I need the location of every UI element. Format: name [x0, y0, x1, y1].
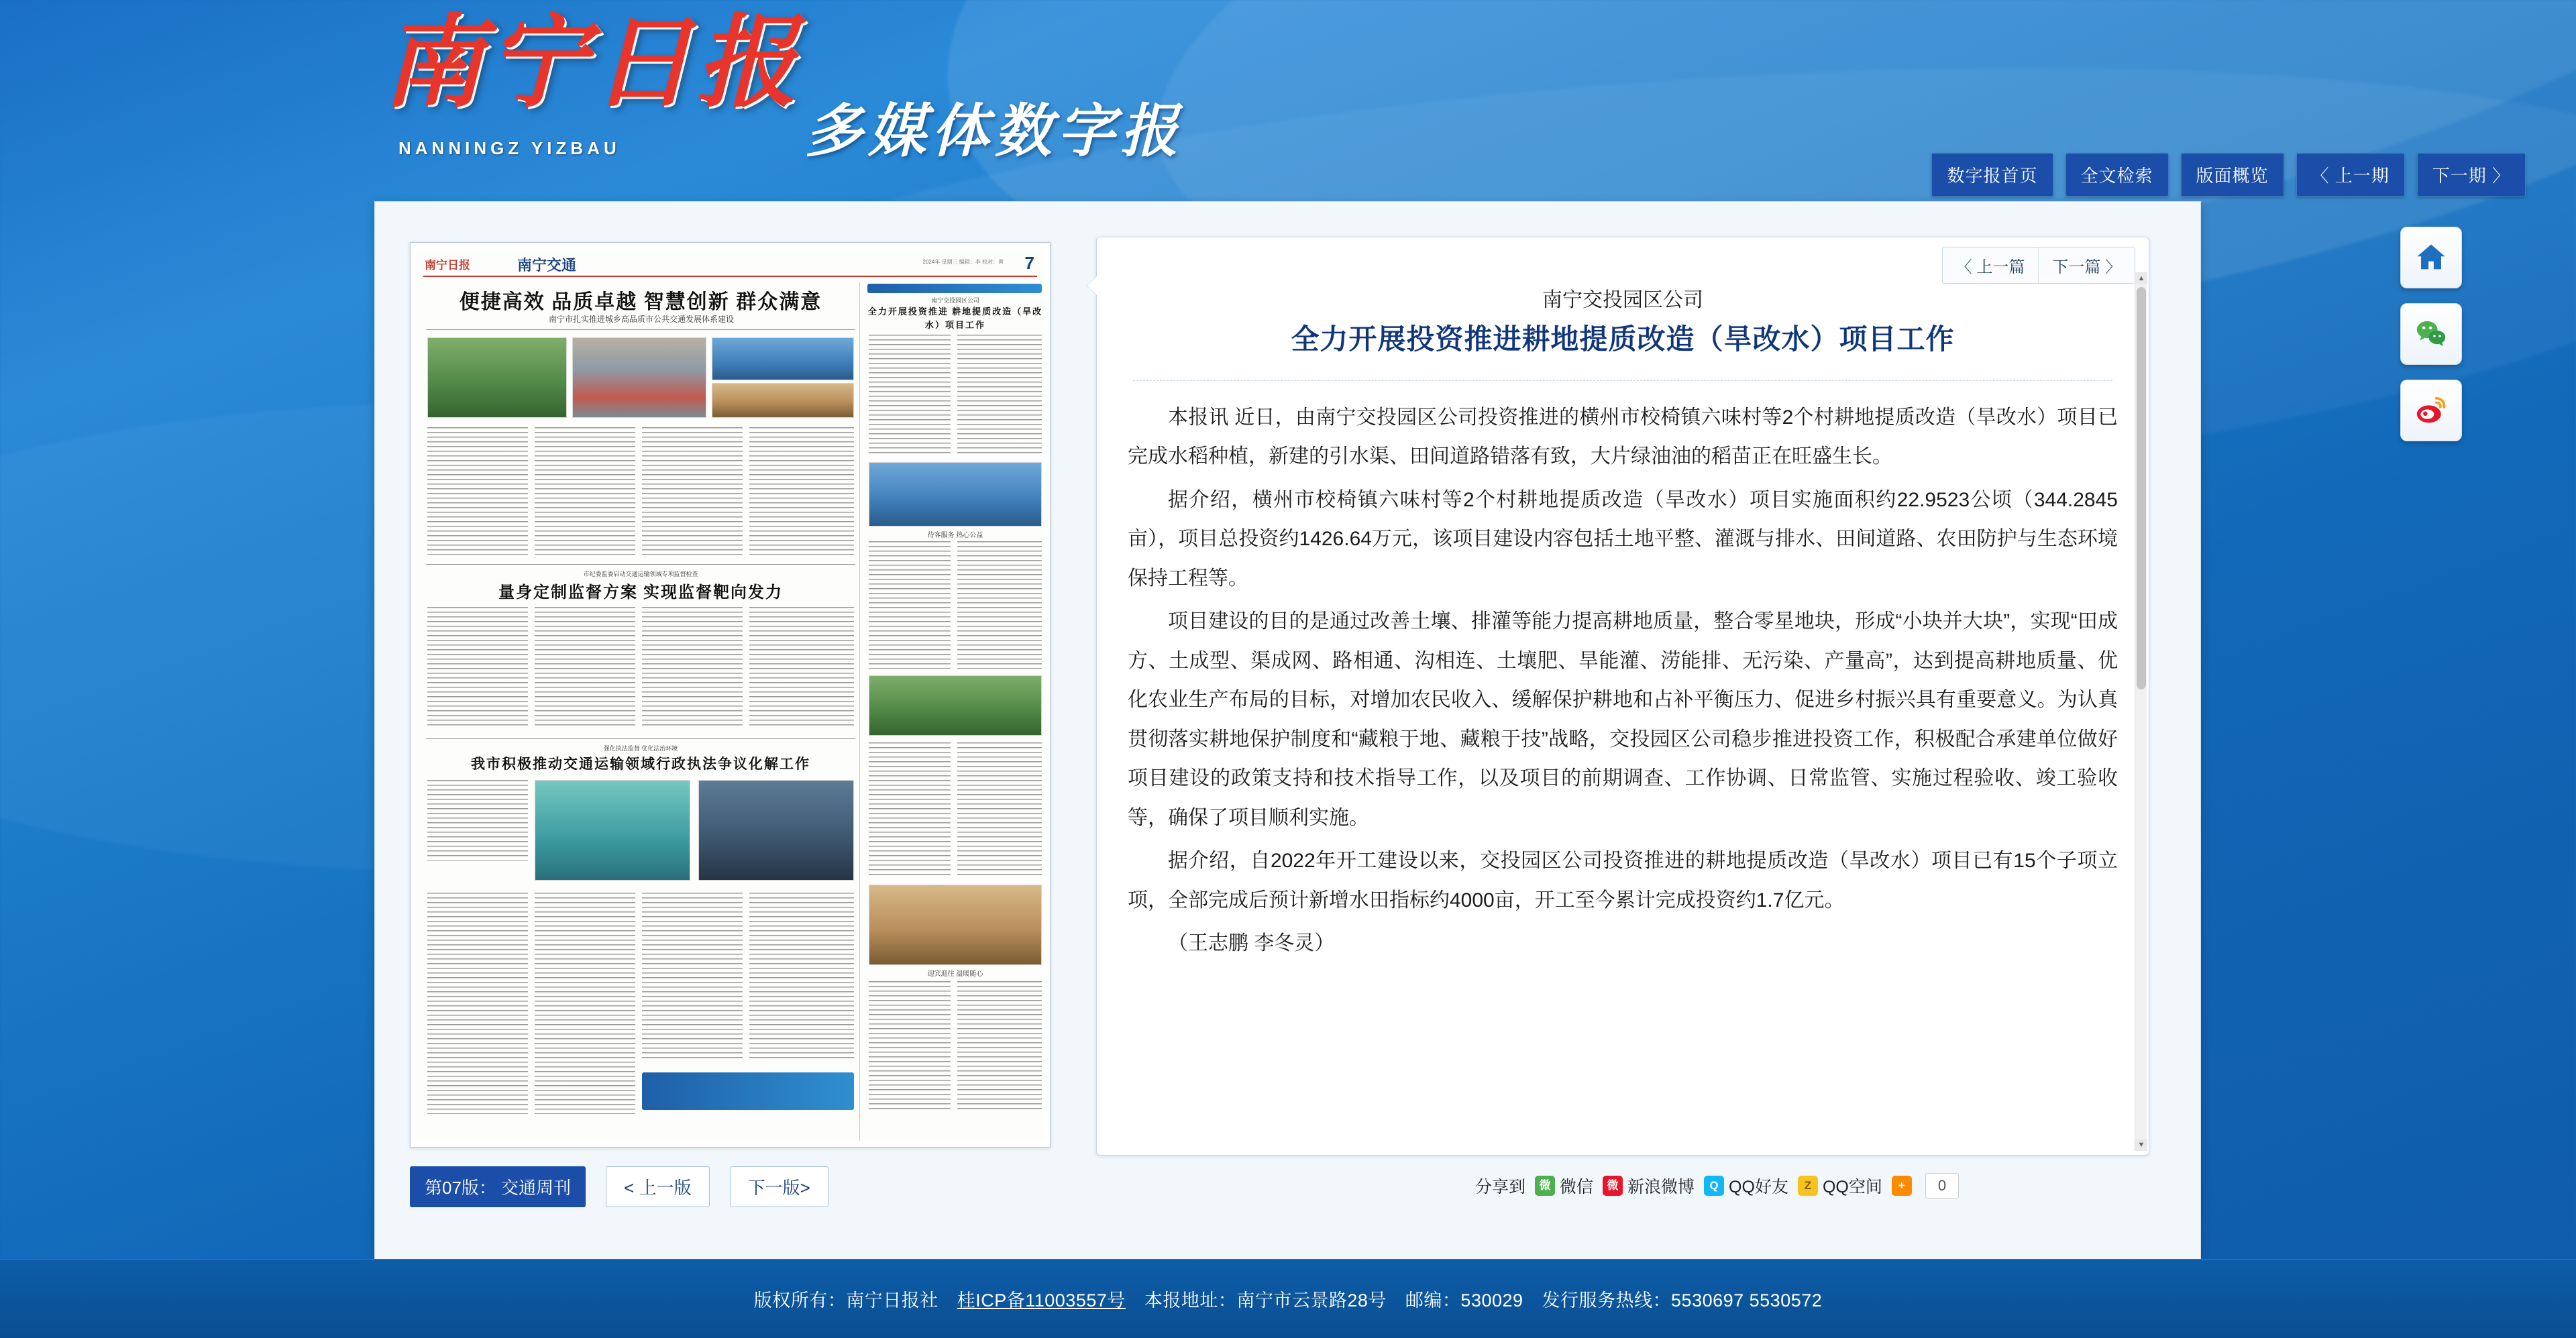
nav-full-text-search-button[interactable]: 全文检索 [2065, 153, 2169, 197]
qzone-icon: Z [1798, 1176, 1818, 1196]
np-photo-1 [427, 337, 567, 418]
np-side-text-3 [869, 541, 951, 669]
footer-copyright: 版权所有：南宁日报社 [753, 1290, 938, 1311]
np-rule-3 [426, 738, 855, 739]
weibo-icon [2414, 393, 2449, 428]
previous-page-button[interactable]: < 上一版 [606, 1166, 709, 1207]
current-page-label: 第07版： 交通周刊 [410, 1166, 586, 1207]
np-text-block-12 [642, 893, 743, 1060]
np-kicker-2: 市纪委监委启动交通运输领域专项监督检查 [583, 571, 698, 577]
np-section-name: 南宁交通 [517, 257, 577, 274]
share-bar [1475, 1173, 1959, 1198]
share-wechat-label: 微信 [1560, 1178, 1594, 1196]
page-controls [410, 1166, 1054, 1207]
np-kicker-3: 强化执法监督 优化法治环境 [603, 745, 678, 752]
site-logo-text: 南宁日报 [382, 8, 802, 119]
qq-icon: Q [1704, 1176, 1724, 1196]
np-text-block-8 [749, 607, 854, 729]
share-qzone-label: QQ空间 [1822, 1178, 1882, 1196]
article-reader [1096, 237, 2149, 1156]
nav-previous-issue-button[interactable]: 〈 上一期 [2296, 153, 2405, 197]
np-photo-2 [572, 337, 706, 418]
np-side-text-5 [869, 742, 951, 877]
scroll-down-arrow[interactable]: ▼ [2135, 1139, 2147, 1151]
newspaper-page-image[interactable] [410, 242, 1051, 1148]
wechat-icon: 微 [1535, 1176, 1555, 1196]
np-text-block-11 [535, 893, 635, 1114]
np-side-caption-b: 迎宾迎往 温暖随心 [927, 970, 983, 978]
share-label: 分享到 [1475, 1178, 1526, 1196]
np-side-text-7 [869, 981, 951, 1113]
np-column-divider [859, 282, 860, 1141]
content-panel [374, 201, 2201, 1261]
newspaper-page-content [417, 249, 1044, 1141]
site-logo-pinyin: NANNINGZ YIZBAU [398, 138, 621, 158]
page-footer [0, 1259, 2576, 1338]
np-photo-3 [712, 337, 854, 380]
np-subhead-main: 南宁市扎实推进城乡高品质市公共交通发展体系建设 [548, 315, 734, 324]
article-scrollbar[interactable] [2135, 272, 2147, 1151]
nav-digital-home-button[interactable]: 数字报首页 [1931, 153, 2053, 197]
article-divider [1133, 380, 2112, 381]
np-date-line: 2024年 星期三 编辑：李 校对：黄 [922, 259, 1004, 265]
share-weibo-button[interactable] [1603, 1174, 1695, 1198]
weibo-icon: 微 [1603, 1176, 1623, 1196]
nav-next-issue-button[interactable]: 下一期 〉 [2417, 153, 2526, 197]
np-side-kicker: 南宁交投园区公司 [930, 297, 979, 304]
share-qq-label: QQ好友 [1729, 1178, 1788, 1196]
previous-article-button[interactable]: 〈 上一篇 [1955, 258, 2025, 276]
share-weibo-label: 新浪微博 [1627, 1178, 1695, 1196]
np-masthead-logo: 南宁日报 [425, 259, 470, 272]
rail-weibo-button[interactable] [2400, 380, 2462, 441]
np-photo-6 [698, 780, 854, 881]
np-side-text-2 [957, 335, 1042, 455]
top-navigation [1931, 153, 2526, 197]
rail-wechat-button[interactable] [2400, 303, 2462, 365]
footer-hotline: 发行服务热线：5530697 5530572 [1542, 1290, 1823, 1311]
np-side-headline: 全力开展投资推进 耕地提质改造（旱改水）项目工作 [867, 306, 1043, 330]
share-wechat-button[interactable] [1535, 1174, 1593, 1198]
floating-social-rail [2400, 227, 2462, 441]
wechat-icon [2414, 317, 2449, 351]
np-headline-3: 我市积极推动交通运输领域行政执法争议化解工作 [471, 756, 810, 772]
np-side-caption-a: 待客服务 热心公益 [927, 532, 983, 539]
np-rule-1 [426, 329, 855, 330]
site-logo-subtitle: 多媒体数字报 [805, 99, 1183, 164]
np-text-block-1 [427, 427, 528, 555]
np-side-text-6 [957, 742, 1042, 877]
np-side-band [867, 284, 1042, 293]
article-byline: （王志鹏 李冬灵） [1168, 932, 1335, 955]
article-paragraph: 据介绍，自2022年开工建设以来，交投园区公司投资推进的耕地提质改造（旱改水）项目已有15个子项立项，全部完成后预计新增水田指标约4000亩，开工至今累计完成投资约1.7亿元。 [1128, 850, 2118, 911]
next-article-button[interactable]: 下一篇 〉 [2052, 258, 2121, 276]
share-count: 0 [1925, 1173, 1959, 1198]
article-paragraph: 本报讯 近日，由南宁交投园区公司投资推进的横州市校椅镇六味村等2个村耕地提质改造（旱改水）项目已完成水稻种植，新建的引水渠、田间道路错落有致，大片绿油油的稻苗正在旺盛生长。 [1128, 406, 2118, 468]
rail-home-button[interactable] [2400, 227, 2462, 288]
site-logo[interactable] [376, 8, 1281, 180]
nav-layout-overview-button[interactable]: 版面概览 [2181, 153, 2284, 197]
np-side-photo-2 [869, 675, 1042, 736]
footer-postcode: 邮编：530029 [1405, 1290, 1523, 1311]
scrollbar-thumb[interactable] [2137, 287, 2146, 689]
home-icon [2414, 240, 2449, 275]
article-paragraph: 据介绍，横州市校椅镇六味村等2个村耕地提质改造（旱改水）项目实施面积约22.9523公顷（344.2845亩），项目总投资约1426.64万元，该项目建设内容包括土地平整、灌溉与排水、田间道路、农田防护与生态环境保持工程等。 [1128, 488, 2118, 590]
np-side-text-8 [957, 981, 1042, 1113]
article-navigation [1942, 247, 2135, 284]
share-qq-button[interactable] [1704, 1174, 1788, 1198]
article-title: 全力开展投资推进耕地提质改造（旱改水）项目工作 [1291, 325, 1955, 355]
np-page-number: 7 [1024, 253, 1034, 273]
plus-icon[interactable]: + [1892, 1176, 1912, 1196]
np-side-text-4 [957, 541, 1042, 669]
article-kicker: 南宁交投园区公司 [1542, 289, 1703, 311]
np-text-block-4 [749, 427, 854, 555]
np-headline-main: 便捷高效 品质卓越 智慧创新 群众满意 [459, 291, 822, 313]
scroll-up-arrow[interactable]: ▲ [2135, 272, 2147, 284]
np-headline-2: 量身定制监督方案 实现监督靶向发力 [498, 584, 783, 602]
np-text-block-5 [427, 607, 528, 729]
np-photo-4 [712, 383, 854, 418]
np-bottom-banner [642, 1072, 854, 1110]
np-text-block-2 [535, 427, 635, 555]
np-side-text-1 [869, 335, 951, 455]
newspaper-page-column [410, 242, 1054, 1207]
np-photo-5 [535, 780, 690, 881]
np-text-block-13 [749, 893, 854, 1060]
np-text-block-7 [642, 607, 743, 729]
next-page-button[interactable]: 下一版> [730, 1166, 828, 1207]
share-qzone-button[interactable] [1798, 1174, 1882, 1198]
np-text-block-9 [427, 780, 528, 860]
article-paragraph: 项目建设的目的是通过改善土壤、排灌等能力提高耕地质量，整合零星地块，形成“小块并大块”，实现“田成方、土成型、渠成网、路相通、沟相连、土壤肥、旱能灌、涝能排、无污染、产量高”，达到提高耕地质量、优化农业生产布局的目标，对增加农民收入、缓解保护耕地和占补平衡压力、促进乡村振兴具有重要意义。为认真贯彻落实耕地保护制度和“藏粮于地、藏粮于技”战略，交投园区公司稳步推进投资工作，积极配合承建单位做好项目建设的政策支持和技术指导工作，以及项目的前期调查、工作协调、日常监管、实施过程验收、竣工验收等，确保了项目顺利实施。 [1128, 610, 2118, 829]
footer-content [754, 1286, 1823, 1312]
np-side-photo-1 [869, 462, 1042, 526]
np-rule-2 [426, 564, 855, 565]
article-body [1128, 283, 2118, 1141]
np-text-block-10 [427, 893, 528, 1114]
np-text-block-3 [642, 427, 743, 555]
footer-icp-link[interactable]: 桂ICP备11003557号 [957, 1290, 1126, 1311]
np-text-block-6 [535, 607, 635, 729]
np-side-photo-3 [869, 885, 1042, 965]
footer-address: 本报地址：南宁市云景路28号 [1144, 1290, 1387, 1311]
